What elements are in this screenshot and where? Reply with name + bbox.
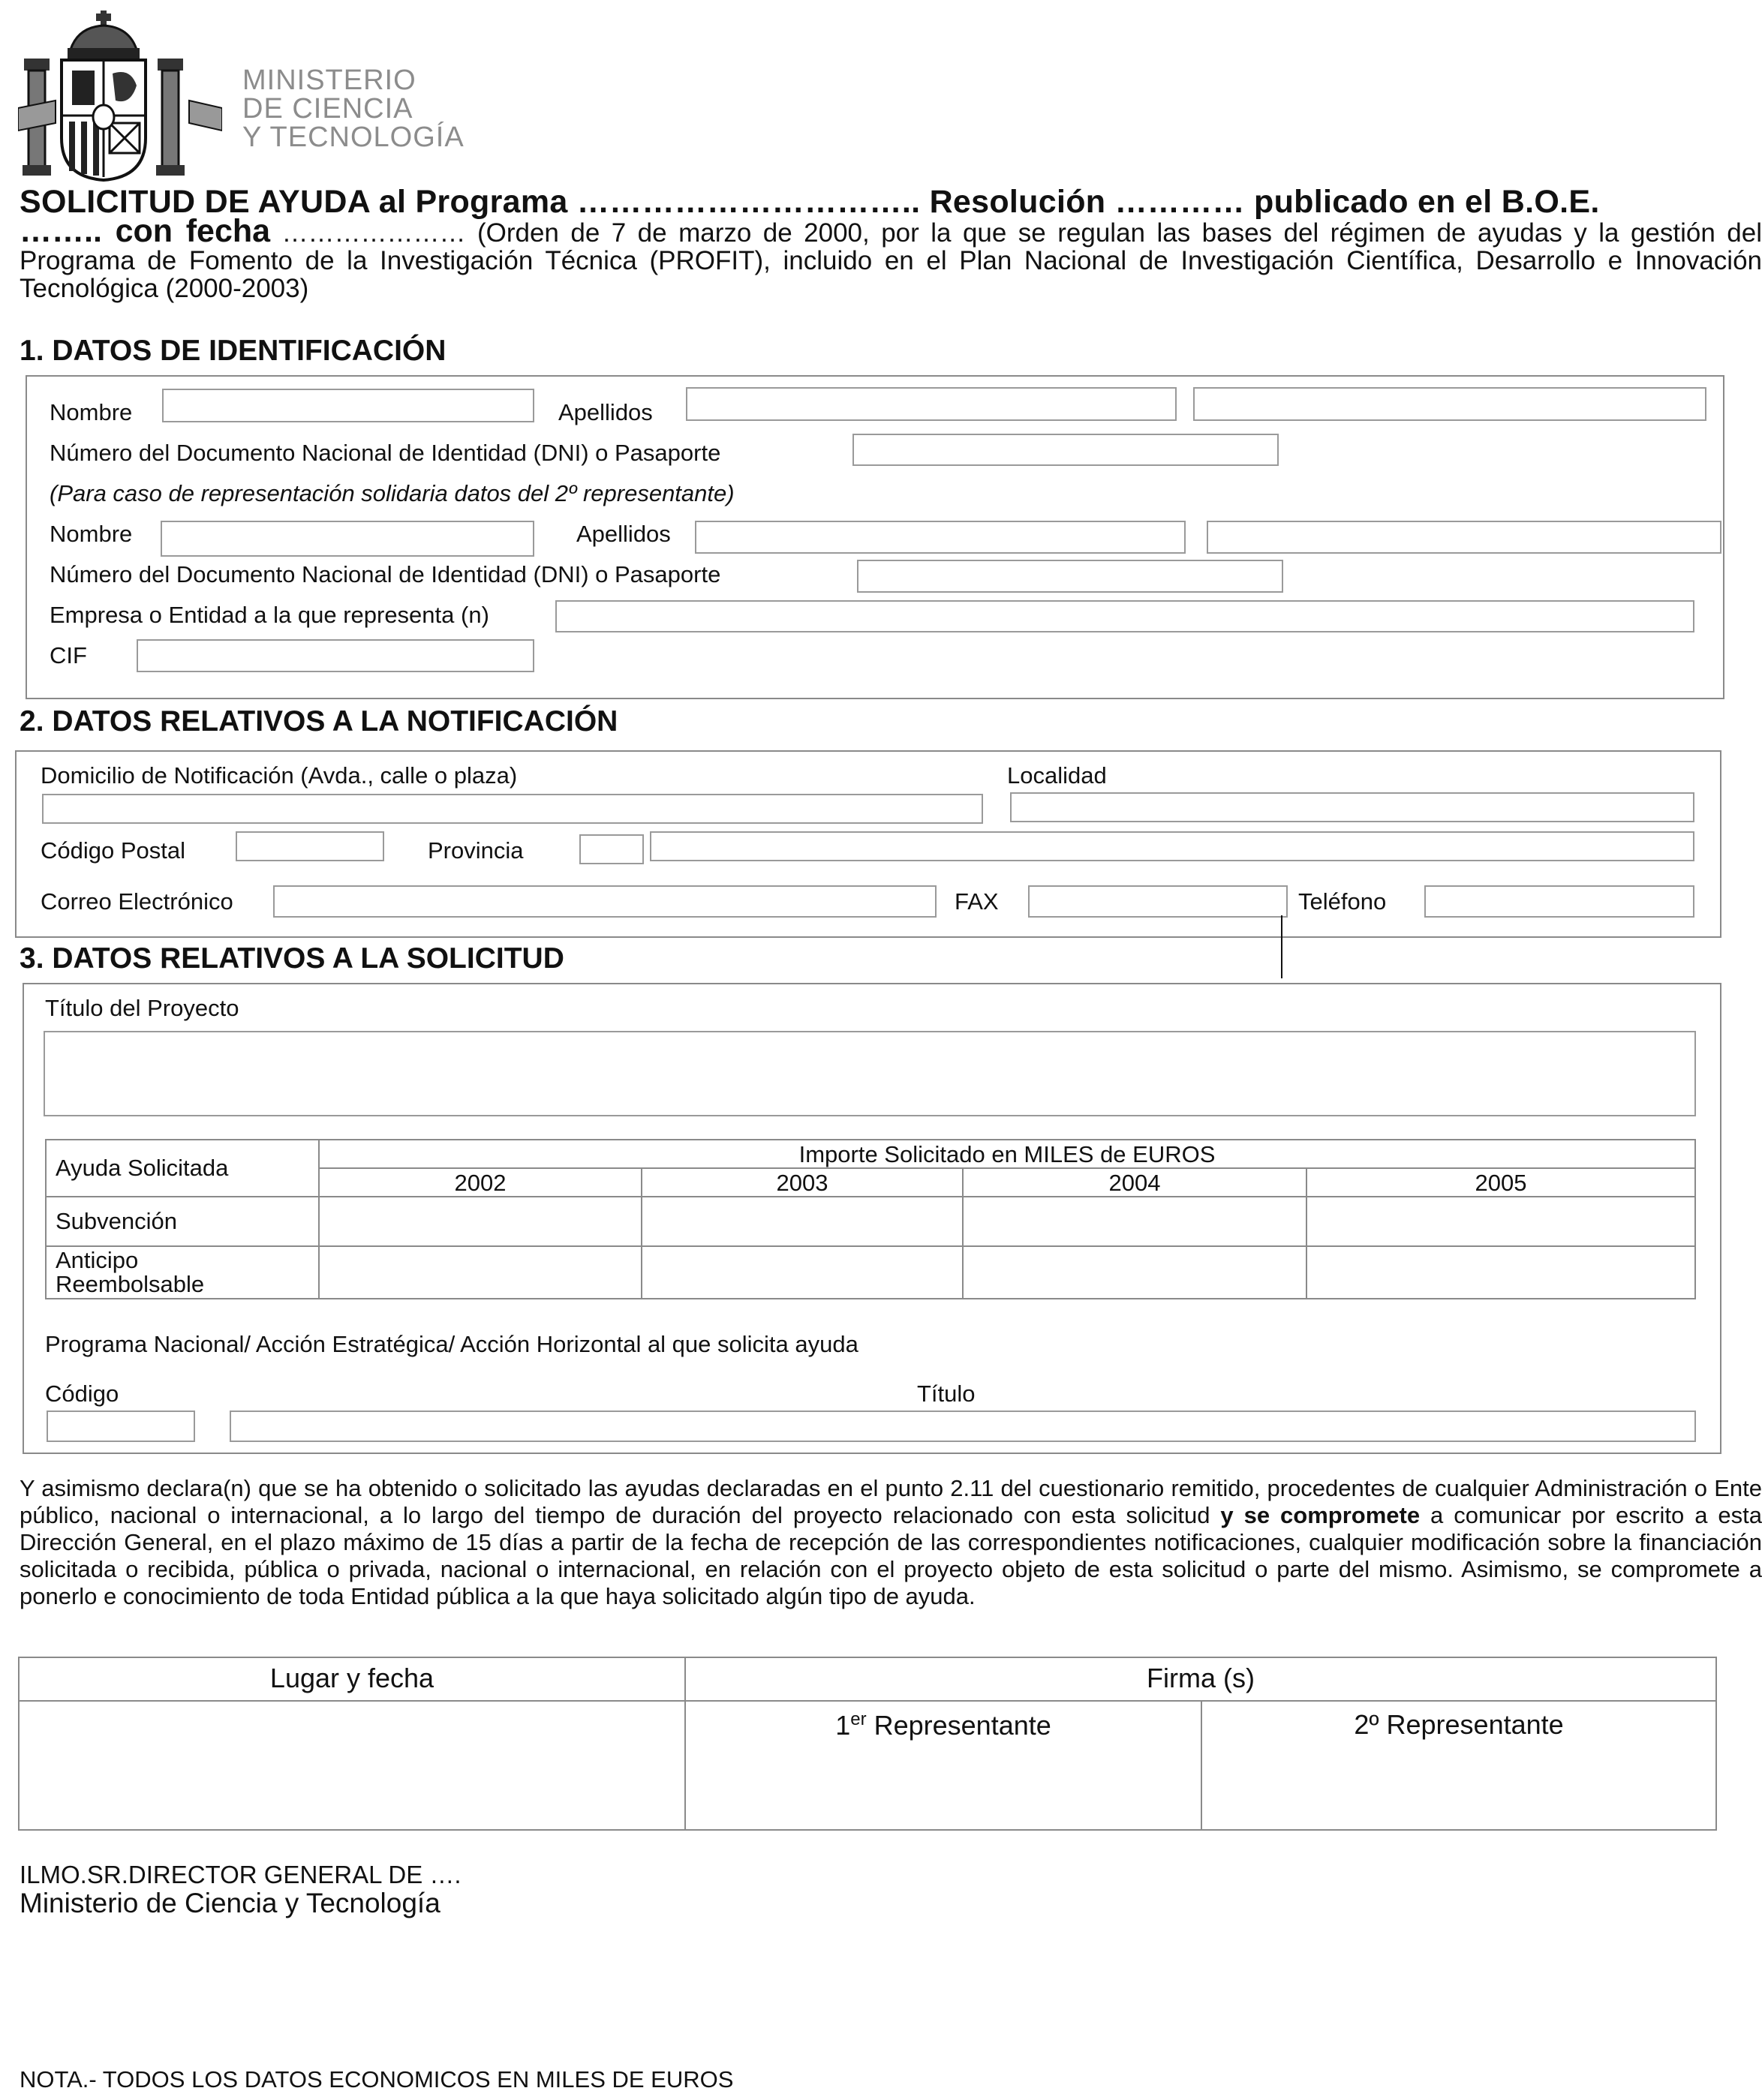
programa-label: Programa Nacional/ Acción Estratégica/ Acción Horizontal al que solicita ayuda [45, 1331, 858, 1357]
apellido2-field[interactable] [1193, 387, 1706, 421]
subvencion-2004-cell[interactable] [963, 1197, 1306, 1246]
anticipo-line1: Anticipo [56, 1247, 139, 1273]
ayuda-solicitada-header: Ayuda Solicitada [46, 1140, 319, 1197]
importe-header: Importe Solicitado en MILES de EUROS [319, 1140, 1695, 1168]
apellidos2-label: Apellidos [576, 521, 671, 547]
coat-of-arms-logo [18, 11, 222, 182]
localidad-label: Localidad [1007, 762, 1107, 789]
fax-label: FAX [955, 888, 999, 915]
empresa-label: Empresa o Entidad a la que representa (n) [50, 602, 489, 628]
year-2004: 2004 [963, 1168, 1306, 1197]
domicilio-field[interactable] [42, 794, 983, 824]
lugar-fecha-header: Lugar y fecha [19, 1657, 685, 1701]
ministry-name [242, 66, 498, 152]
dni-label: Número del Documento Nacional de Identidad (DNI) o Pasaporte [50, 440, 721, 466]
rep2-label: 2º Representante [1354, 1709, 1564, 1740]
telefono-label: Teléfono [1298, 888, 1387, 915]
titulo-proyecto-field[interactable] [44, 1031, 1696, 1116]
dni2-label: Número del Documento Nacional de Identidad (DNI) o Pasaporte [50, 561, 721, 587]
lugar-fecha-cell[interactable] [19, 1701, 685, 1830]
year-2005: 2005 [1306, 1168, 1695, 1197]
empresa-field[interactable] [555, 600, 1694, 632]
correo-label: Correo Electrónico [41, 888, 233, 915]
year-2002: 2002 [319, 1168, 642, 1197]
declaration-part1: Y asimismo declara(n) que se ha obtenido o solicitado las ayudas declaradas en el punto 2.11 del cuestionario remitido, procedentes de cualquier Administración o Ente público, nacional o internacional, a lo largo del tiempo de duración del proyecto relacionado con esta solicitud [20, 1475, 1762, 1528]
title-date-dots: ………………… [270, 218, 477, 248]
declaration-part2: a comunicar por escrito a esta Dirección General, en el plazo máximo de 15 días a partir de la fecha de recepción de las correspondientes notificaciones, cualquier modificación sobre la financiación solicitada o recibida, pública o privada, nacional o internacional, en relación con el proyecto objeto de esta solicitud o parte del mismo. Asimismo, se compromete a ponerlo e conocimiento de toda Entidad pública a la que haya solicitado algún tipo de ayuda. [20, 1502, 1762, 1609]
nombre-field[interactable] [162, 389, 534, 422]
apellido2-2-field[interactable] [1207, 521, 1721, 554]
correo-field[interactable] [273, 885, 937, 918]
ministerio-line: Ministerio de Ciencia y Tecnología [20, 1888, 440, 1918]
anticipo-2003-cell[interactable] [642, 1246, 963, 1299]
apellidos-label: Apellidos [558, 399, 653, 425]
anticipo-line2: Reembolsable [56, 1271, 205, 1297]
titulo-proyecto-label: Título del Proyecto [45, 995, 239, 1021]
provincia-field[interactable] [650, 831, 1694, 861]
section3-heading: 3. DATOS RELATIVOS A LA SOLICITUD [20, 942, 564, 975]
year-2003: 2003 [642, 1168, 963, 1197]
fax-field[interactable] [1028, 885, 1288, 918]
cif-field[interactable] [137, 639, 534, 672]
rep2-cell[interactable] [1201, 1701, 1716, 1830]
ministry-line3: Y TECNOLOGÍA [242, 122, 465, 153]
localidad-field[interactable] [1010, 792, 1694, 822]
divider-mark [1281, 915, 1282, 978]
titulo-field[interactable] [230, 1411, 1696, 1442]
nombre2-field[interactable] [161, 521, 534, 557]
codigo-postal-label: Código Postal [41, 837, 186, 864]
apellido1-2-field[interactable] [695, 521, 1186, 554]
telefono-field[interactable] [1424, 885, 1694, 918]
section2-heading: 2. DATOS RELATIVOS A LA NOTIFICACIÓN [20, 705, 618, 738]
rep1-sup: er [850, 1709, 867, 1729]
codigo-label: Código [45, 1380, 119, 1407]
section1-heading: 1. DATOS DE IDENTIFICACIÓN [20, 335, 447, 367]
ministry-line2: DE CIENCIA [242, 93, 413, 125]
form-title: SOLICITUD DE AYUDA al Programa ………………………….. Resolución ………… publicado en el B.O.E. [20, 184, 1600, 220]
cif-label: CIF [50, 642, 87, 668]
title-date-label: …….. con fecha [20, 213, 271, 249]
codigo-postal-field[interactable] [236, 831, 384, 861]
subvencion-2002-cell[interactable] [319, 1197, 642, 1246]
dni2-field[interactable] [857, 560, 1283, 593]
rep1-cell[interactable] [685, 1701, 1201, 1830]
form-title-continuation [20, 213, 1762, 303]
provincia-code-field[interactable] [579, 834, 644, 864]
representation-note: (Para caso de representación solidaria datos del 2º representante) [50, 480, 735, 506]
anticipo-2004-cell[interactable] [963, 1246, 1306, 1299]
ministry-line1: MINISTERIO [242, 65, 416, 96]
rep1-num: 1 [835, 1710, 851, 1741]
declaration-bold: y se compromete [1220, 1502, 1421, 1528]
anticipo-2005-cell[interactable] [1306, 1246, 1695, 1299]
dni-field[interactable] [852, 434, 1279, 466]
titulo-label: Título [917, 1380, 976, 1407]
director-line: ILMO.SR.DIRECTOR GENERAL DE …. [20, 1861, 462, 1888]
codigo-field[interactable] [47, 1411, 195, 1442]
importe-table [45, 1139, 1696, 1299]
firma-header: Firma (s) [685, 1657, 1716, 1701]
domicilio-label: Domicilio de Notificación (Avda., calle o plaza) [41, 762, 518, 789]
nota-line: NOTA.- TODOS LOS DATOS ECONOMICOS EN MILES DE EUROS [20, 2066, 734, 2092]
provincia-label: Provincia [428, 837, 524, 864]
declaration-text [20, 1475, 1762, 1610]
rep1-label: Representante [866, 1710, 1051, 1741]
signature-table [18, 1657, 1717, 1831]
nombre-label: Nombre [50, 399, 133, 425]
subvencion-label: Subvención [46, 1197, 319, 1246]
apellido1-field[interactable] [686, 387, 1177, 421]
anticipo-2002-cell[interactable] [319, 1246, 642, 1299]
subvencion-2003-cell[interactable] [642, 1197, 963, 1246]
nombre2-label: Nombre [50, 521, 133, 547]
anticipo-label [46, 1246, 319, 1299]
subvencion-2005-cell[interactable] [1306, 1197, 1695, 1246]
title-legal-text: (Orden de 7 de marzo de 2000, por la que se regulan las bases del régimen de ayudas y la gestión del Programa de Fomento de la Investigación Técnica (PROFIT), incluido en el Plan Nacional de Investigación Científica, Desarrollo e Innovación Tecnológica (2000-2003) [20, 218, 1762, 303]
